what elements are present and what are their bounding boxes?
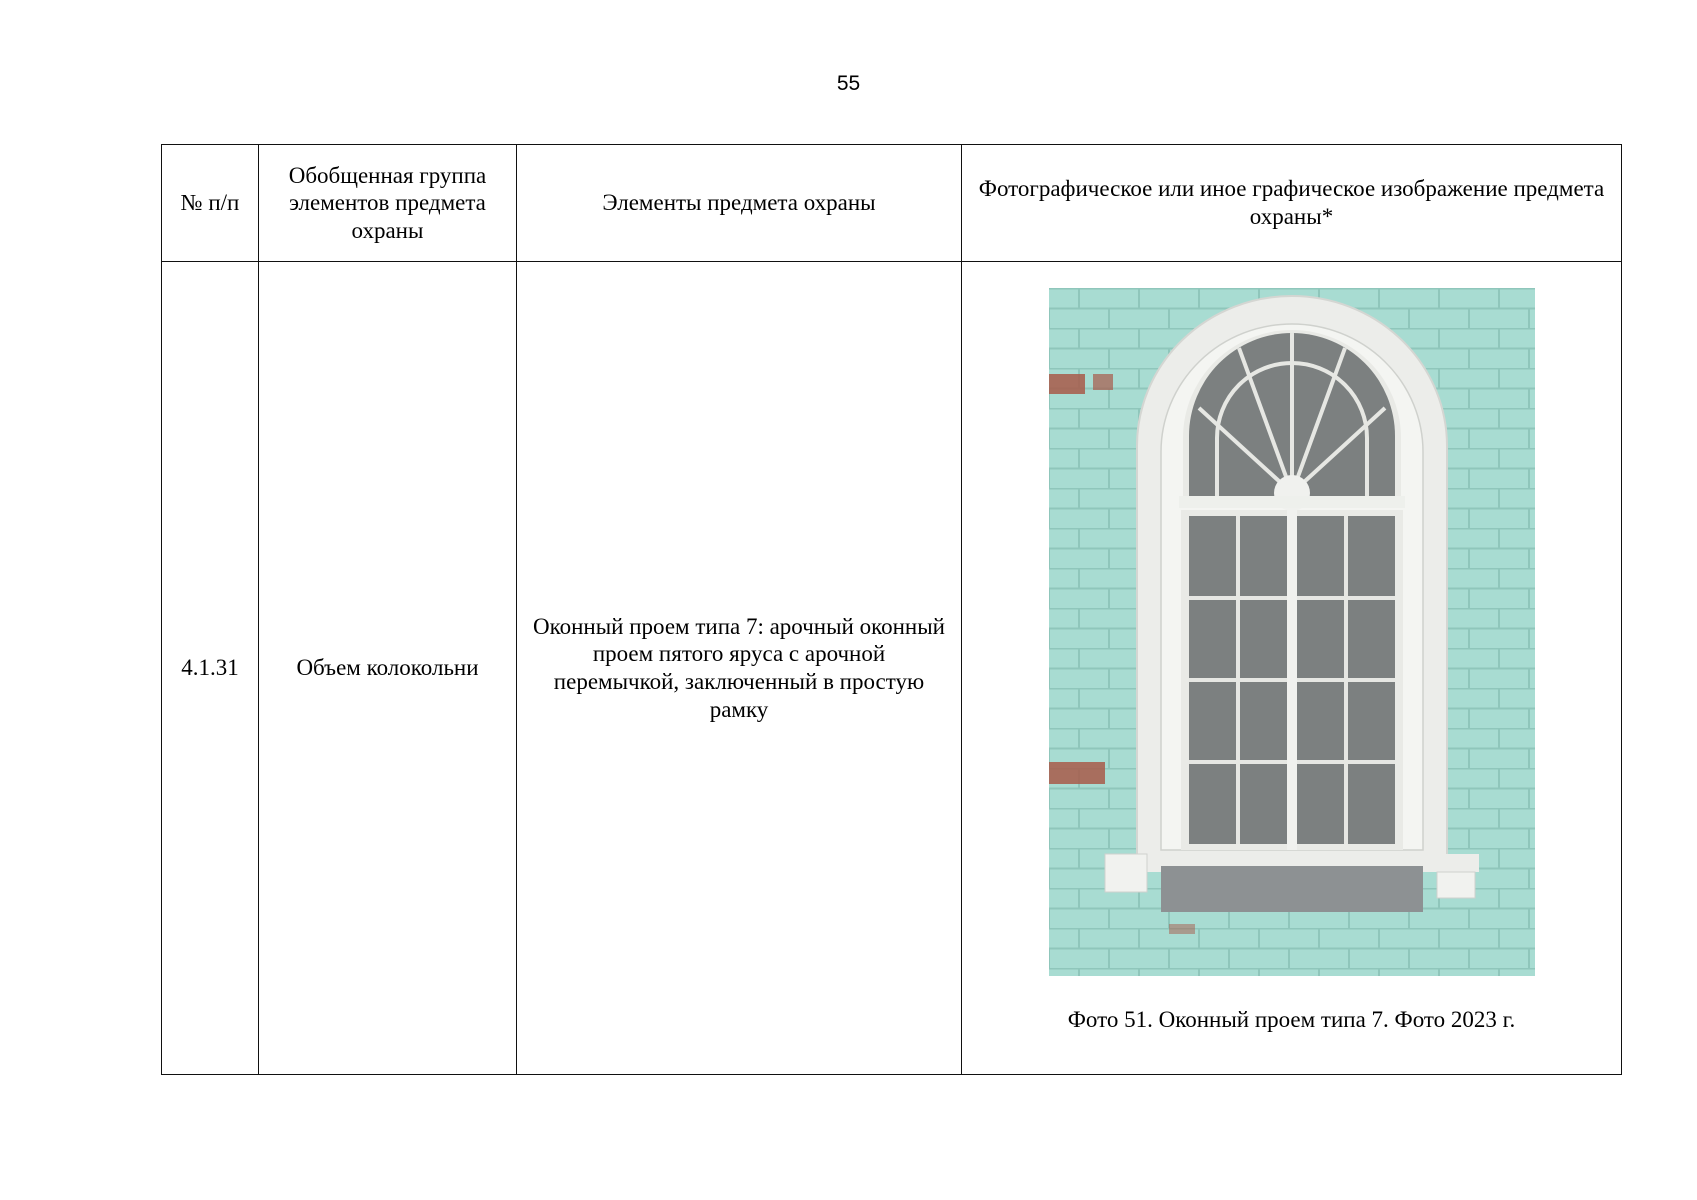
red-brick-patch	[1169, 924, 1195, 934]
row-group: Объем колокольни	[259, 262, 517, 1075]
red-brick-patch	[1049, 762, 1105, 784]
header-image: Фотографическое или иное графическое изображение предмета охраны*	[962, 145, 1622, 262]
red-brick-patch	[1049, 374, 1085, 394]
sill-corbel-right	[1437, 872, 1475, 898]
table-row	[162, 262, 1622, 1075]
row-number: 4.1.31	[162, 262, 259, 1075]
page-number: 55	[836, 72, 861, 95]
row-elements: Оконный проем типа 7: арочный оконный проем пятого яруса с арочной перемычкой, заключенный в простую рамку	[517, 262, 962, 1075]
center-mullion	[1287, 510, 1297, 850]
red-brick-patch	[1093, 374, 1113, 390]
sill-corbel-left	[1105, 854, 1147, 892]
table-header-row	[162, 145, 1622, 262]
window-sill	[1161, 866, 1423, 912]
row-photo-cell	[962, 262, 1622, 1075]
transom-bar	[1179, 496, 1405, 508]
window-photo	[1049, 288, 1535, 976]
photo-caption: Фото 51. Оконный проем типа 7. Фото 2023 г.	[1067, 1007, 1516, 1032]
header-elements: Элементы предмета охраны	[517, 145, 962, 262]
protection-table	[161, 144, 1622, 1075]
header-group: Обобщенная группа элементов предмета охраны	[259, 145, 517, 262]
header-number: № п/п	[162, 145, 259, 262]
